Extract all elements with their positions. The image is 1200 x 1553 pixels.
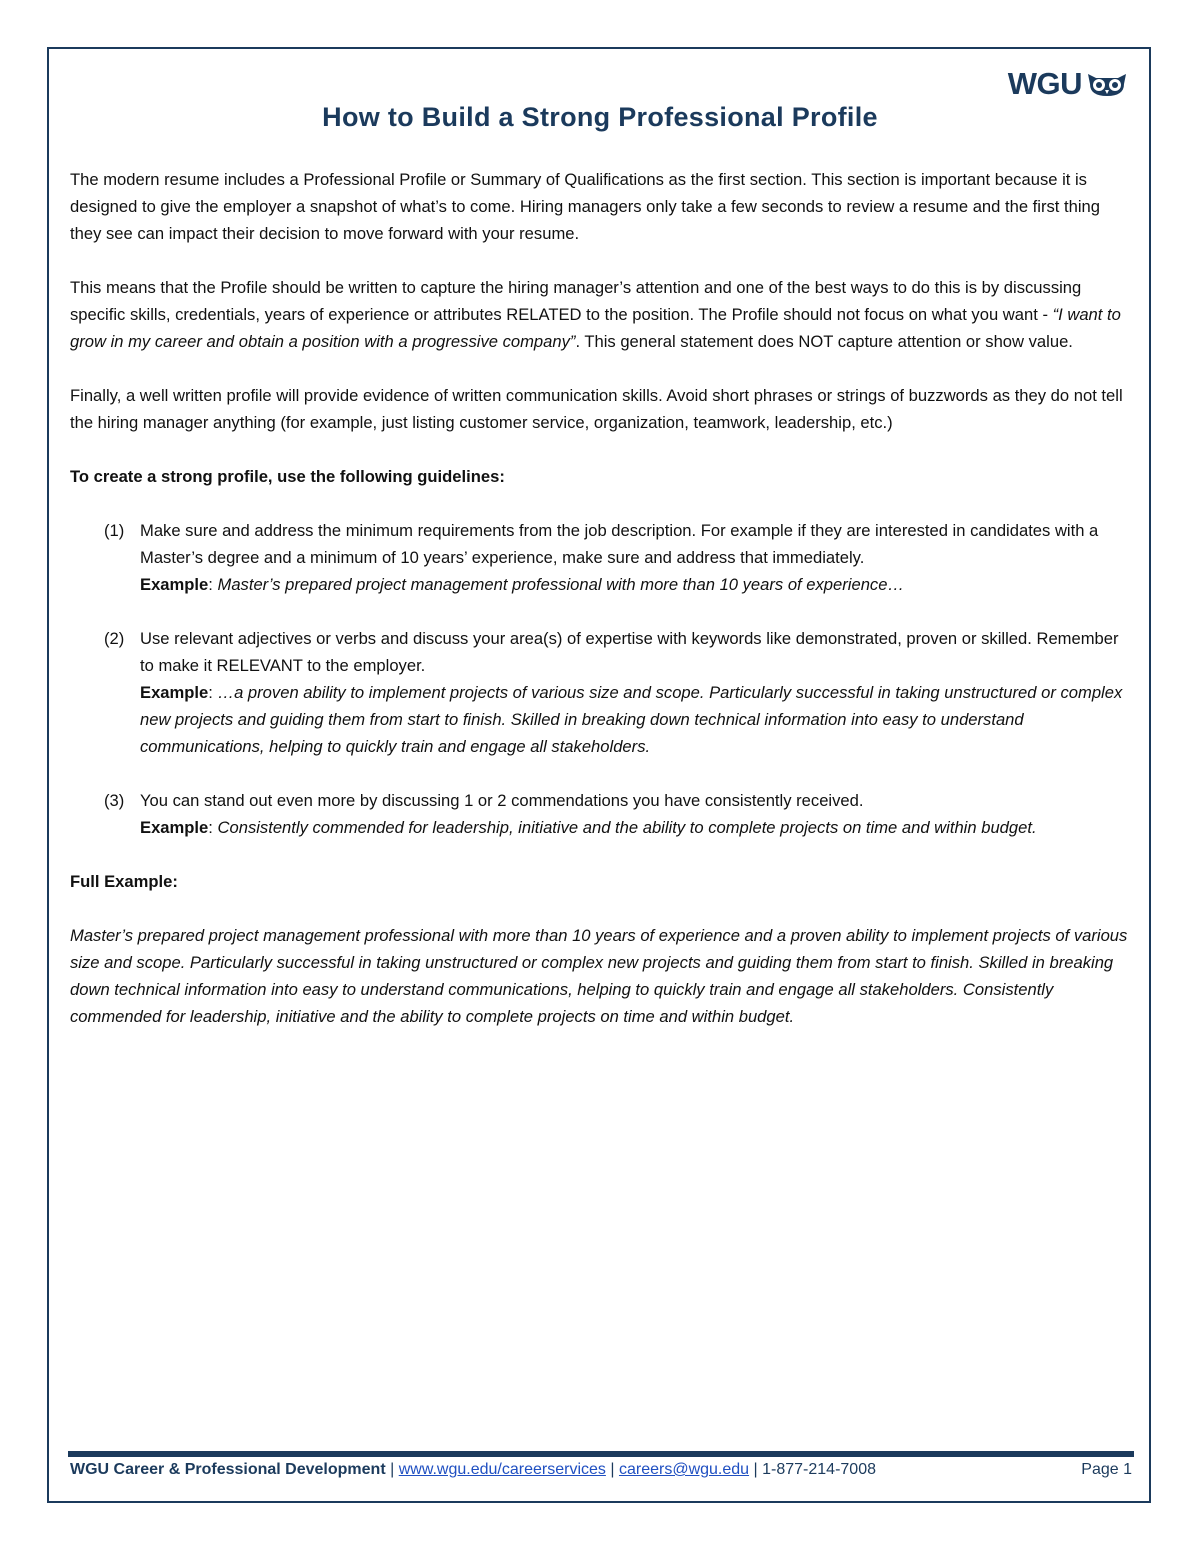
example-label: Example bbox=[140, 683, 209, 702]
list-number: (1) bbox=[104, 521, 125, 540]
paragraph-text: This means that the Profile should be written to capture the hiring manager’s attention and one of the best ways to do this is by discussing specific skills, credentials, years of experience or attributes RELATED to the position. The Profile should not focus on what you want - bbox=[70, 278, 1082, 324]
footer-divider bbox=[68, 1451, 1134, 1457]
paragraph-text: . This general statement does NOT capture attention or show value. bbox=[575, 332, 1073, 351]
example-text: Consistently commended for leadership, initiative and the ability to complete projects on time and within budget. bbox=[217, 818, 1037, 837]
owl-icon bbox=[1086, 70, 1128, 98]
document-body bbox=[70, 166, 1132, 1057]
footer-contact bbox=[70, 1461, 876, 1479]
example-text: Master’s prepared project management professional with more than 10 years of experience… bbox=[217, 575, 905, 594]
email-link[interactable]: careers@wgu.edu bbox=[618, 1461, 750, 1478]
guidelines-heading: To create a strong profile, use the following guidelines: bbox=[70, 467, 505, 486]
list-number: (3) bbox=[104, 791, 125, 810]
full-example-label: Full Example: bbox=[70, 872, 178, 891]
written-communication-paragraph: Finally, a well written profile will provide evidence of written communication skills. Avoid short phrases or strings of buzzwords as they do not tell the hiring manager anything (for example, just listing customer service, organization, teamwork, leadership, etc.) bbox=[70, 386, 1123, 432]
example-label: Example bbox=[140, 818, 209, 837]
quote-text: “I want to grow in my career and obtain a position with a progressive company” bbox=[70, 305, 1121, 351]
guideline-text: Make sure and address the minimum requirements from the job description. For example if they are interested in candidates with a Master’s degree and a minimum of 10 years’ experience, make sure and address that immediately. bbox=[140, 521, 1099, 567]
guideline-text: You can stand out even more by discussing 1 or 2 commendations you have consistently received. bbox=[140, 791, 864, 810]
list-item: (2) Use relevant adjectives or verbs and discuss your area(s) of expertise with keywords like demonstrated, proven or skilled. Remember to make it RELEVANT to the employer. Example: …a proven ability to implement projects of various size and scope. Particularly successful in taking unstructured or complex new projects and guiding them from start to finish. Skilled in breaking down technical information into easy to understand communications, helping to quickly train and engage all stakeholders. bbox=[70, 625, 1132, 760]
intro-paragraph: The modern resume includes a Professional Profile or Summary of Qualifications as the first section. This section is important because it is designed to give the employer a snapshot of what’s to come. Hiring managers only take a few seconds to review a resume and the first thing they see can impact their decision to move forward with your resume. bbox=[70, 170, 1100, 243]
footer-separator: | bbox=[753, 1461, 758, 1478]
profile-purpose-paragraph bbox=[70, 274, 1132, 355]
wgu-logo bbox=[1008, 68, 1128, 99]
footer-org-name: WGU Career & Professional Development bbox=[70, 1461, 386, 1478]
list-item: (1) Make sure and address the minimum requirements from the job description. For example if they are interested in candidates with a Master’s degree and a minimum of 10 years’ experience, make sure and address that immediately. Example: Master’s prepared project management professional with more than 10 years of experience… bbox=[70, 517, 1132, 598]
logo-text: WGU bbox=[1007, 66, 1082, 101]
list-item: (3) You can stand out even more by discussing 1 or 2 commendations you have consistently received. Example: Consistently commended for leadership, initiative and the ability to complete projects on time and within budget. bbox=[70, 787, 1132, 841]
guideline-text: Use relevant adjectives or verbs and discuss your area(s) of expertise with keywords like demonstrated, proven or skilled. Remember to make it RELEVANT to the employer. bbox=[140, 629, 1119, 675]
footer bbox=[70, 1461, 1132, 1479]
page-title: How to Build a Strong Professional Profile bbox=[322, 102, 878, 132]
list-number: (2) bbox=[104, 629, 125, 648]
footer-phone: 1-877-214-7008 bbox=[762, 1461, 876, 1478]
footer-separator: | bbox=[390, 1461, 395, 1478]
example-label: Example bbox=[140, 575, 209, 594]
website-link[interactable]: www.wgu.edu/careerservices bbox=[398, 1461, 606, 1478]
example-text: …a proven ability to implement projects of various size and scope. Particularly successful in taking unstructured or complex new projects and guiding them from start to finish. Skilled in breaking down technical information into easy to understand communications, helping to quickly train and engage all stakeholders. bbox=[140, 683, 1123, 756]
footer-separator: | bbox=[610, 1461, 615, 1478]
guidelines-list bbox=[70, 517, 1132, 841]
full-example-text: Master’s prepared project management professional with more than 10 years of experience and a proven ability to implement projects of various size and scope. Particularly successful in taking unstructured or complex new projects and guiding them from start to finish. Skilled in breaking down technical information into easy to understand communications, helping to quickly train and engage all stakeholders. Consistently commended for leadership, initiative and the ability to complete projects on time and within budget. bbox=[70, 926, 1128, 1026]
page-number: Page 1 bbox=[1081, 1461, 1132, 1478]
